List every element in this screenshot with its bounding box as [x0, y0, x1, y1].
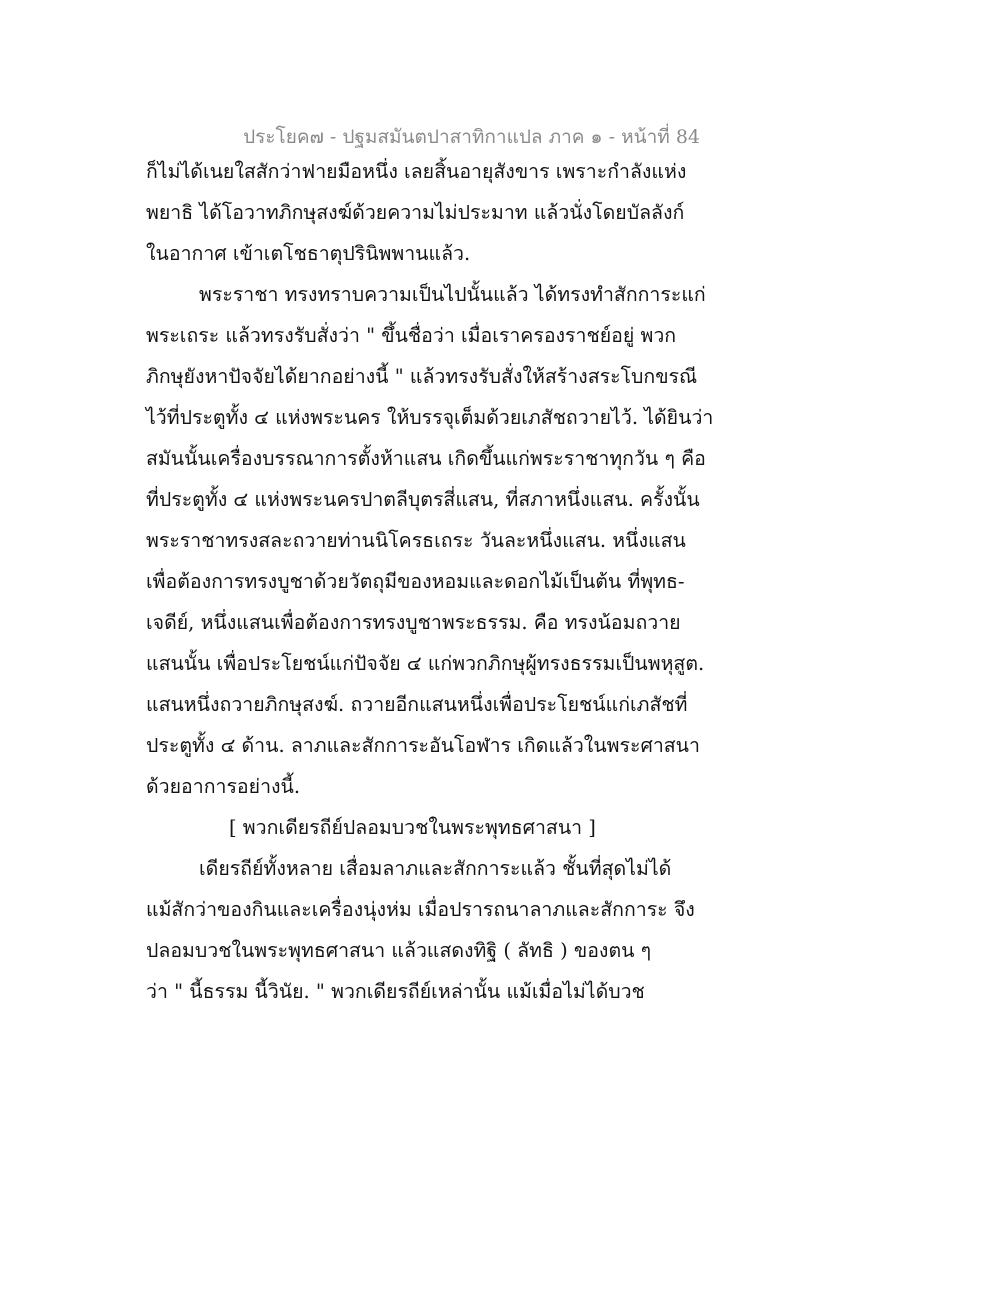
text-line: พระราชาทรงสละถวายท่านนิโครธเถระ วันละหนึ่งแสน. หนึ่งแสน: [146, 529, 686, 552]
text-line: ในอากาศ เข้าเตโชธาตุปรินิพพานแล้ว.: [146, 242, 471, 265]
text-line: พระราชา ทรงทราบความเป็นไปนั้นแล้ว ได้ทรงทำสักการะแก่: [199, 283, 706, 306]
text-line: ก็ไม่ได้เนยใสสักว่าฟายมือหนึ่ง เลยสิ้นอายุสังขาร เพราะกำลังแห่ง: [146, 160, 687, 183]
running-head: ประโยค๗ - ปฐมสมันตปาสาทิกาแปล ภาค ๑ - หน้าที่ 84: [243, 126, 700, 148]
text-line: พระเถระ แล้วทรงรับสั่งว่า " ขึ้นชื่อว่า เมื่อเราครองราชย์อยู่ พวก: [146, 324, 677, 347]
text-line: สมันนั้นเครื่องบรรณาการตั้งห้าแสน เกิดขึ้นแก่พระราชาทุกวัน ๆ คือ: [146, 447, 706, 470]
section-heading: [ พวกเดียรถีย์ปลอมบวชในพระพุทธศาสนา ]: [229, 816, 596, 839]
text-line: ไว้ที่ประตูทั้ง ๔ แห่งพระนคร ให้บรรจุเต็มด้วยเภสัชถวายไว้. ได้ยินว่า: [146, 406, 714, 429]
text-line: ปลอมบวชในพระพุทธศาสนา แล้วแสดงทิฐิ ( ลัทธิ ) ของตน ๆ: [146, 939, 652, 962]
text-line: ว่า " นี้ธรรม นี้วินัย. " พวกเดียรถีย์เหล่านั้น แม้เมื่อไม่ได้บวช: [146, 980, 645, 1003]
text-line: แสนหนึ่งถวายภิกษุสงฆ์. ถวายอีกแสนหนึ่งเพื่อประโยชน์แก่เภสัชที่: [146, 693, 688, 716]
text-line: ภิกษุยังหาปัจจัยได้ยากอย่างนี้ " แล้วทรงรับสั่งให้สร้างสระโบกขรณี: [146, 365, 698, 388]
text-line: ด้วยอาการอย่างนี้.: [146, 775, 301, 798]
text-line: แสนนั้น เพื่อประโยชน์แก่ปัจจัย ๔ แก่พวกภิกษุผู้ทรงธรรมเป็นพหุสูต.: [146, 652, 705, 675]
text-line: เดียรถีย์ทั้งหลาย เสื่อมลาภและสักการะแล้ว ชั้นที่สุดไม่ได้: [199, 857, 672, 880]
text-line: เจดีย์, หนึ่งแสนเพื่อต้องการทรงบูชาพระธรรม. คือ ทรงน้อมถวาย: [146, 611, 681, 634]
text-line: ที่ประตูทั้ง ๔ แห่งพระนครปาตลีบุตรสี่แสน, ที่สภาหนึ่งแสน. ครั้งนั้น: [146, 488, 700, 511]
text-line: เพื่อต้องการทรงบูชาด้วยวัตถุมีของหอมและดอกไม้เป็นต้น ที่พุทธ-: [146, 570, 685, 593]
text-line: ประตูทั้ง ๔ ด้าน. ลาภและสักการะอันโอฬาร เกิดแล้วในพระศาสนา: [146, 734, 700, 757]
text-line: พยาธิ ได้โอวาทภิกษุสงฆ์ด้วยความไม่ประมาท แล้วนั่งโดยบัลลังก์: [146, 201, 685, 224]
text-line: แม้สักว่าของกินและเครื่องนุ่งห่ม เมื่อปรารถนาลาภและสักการะ จึง: [146, 898, 695, 921]
